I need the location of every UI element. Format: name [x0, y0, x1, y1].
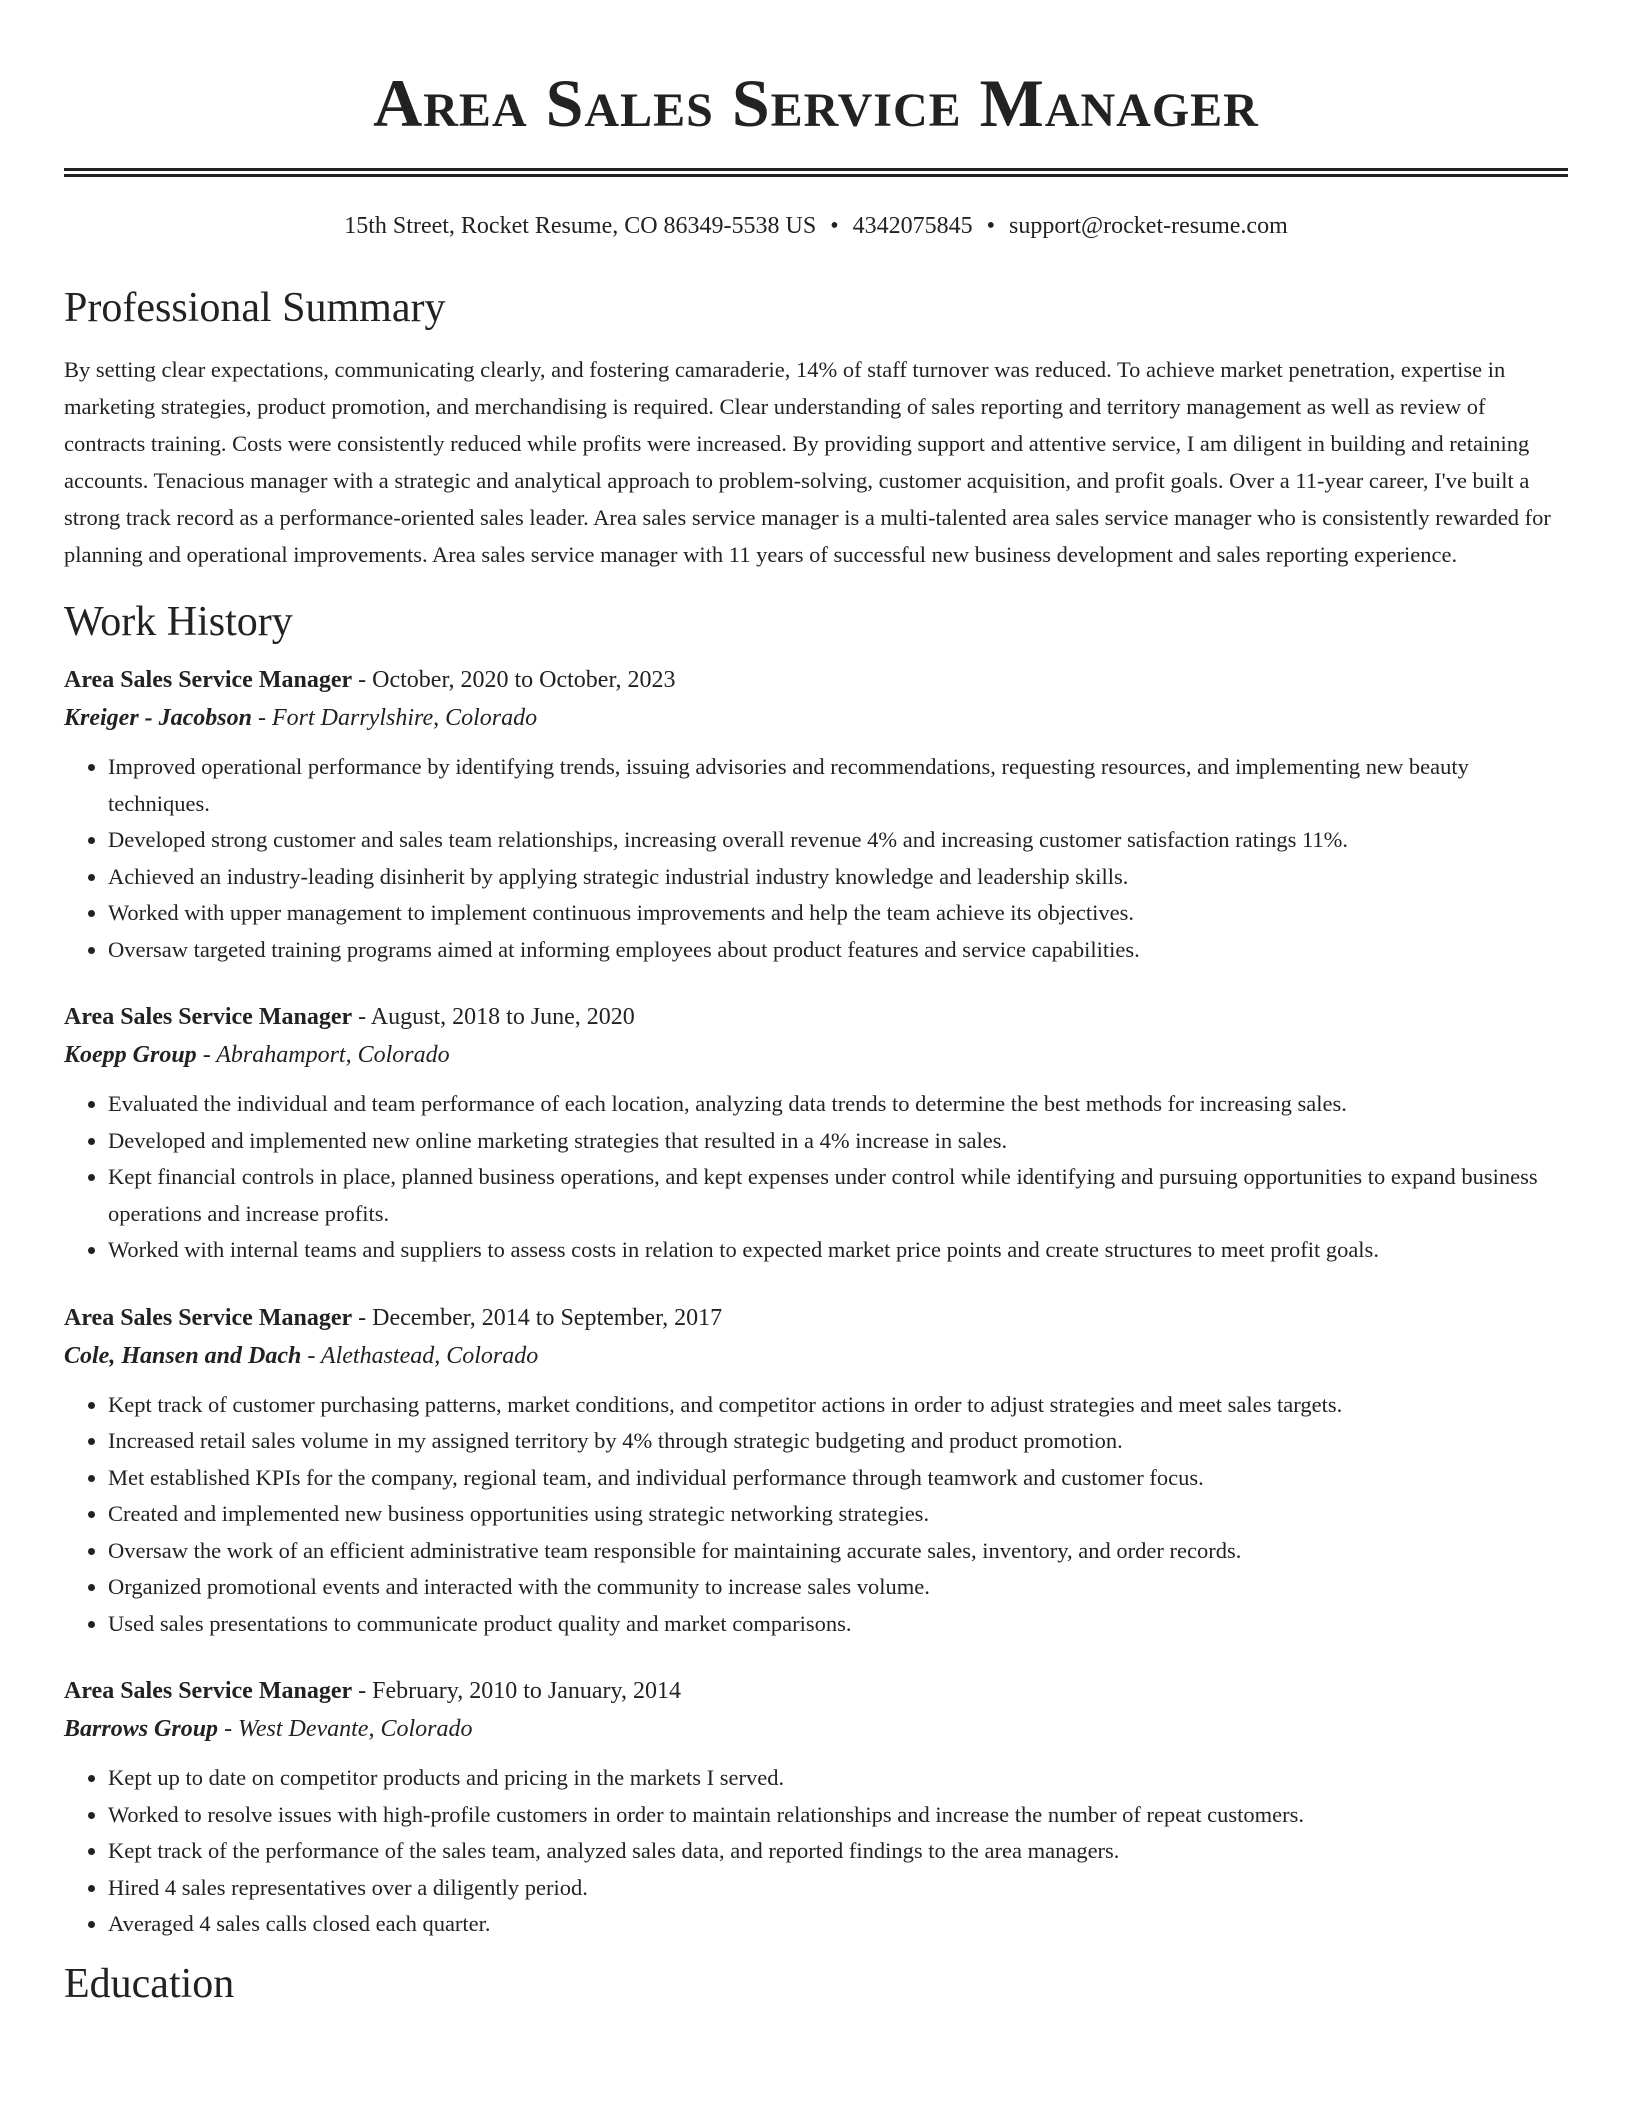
list-item: • Increased retail sales volume in my assigned territory by 4% through strategic budgeting and product promotion. [108, 1423, 1568, 1460]
list-item: • Worked with upper management to implement continuous improvements and help the team achieve its objectives. [108, 895, 1568, 932]
contact-address: 15th Street, Rocket Resume, CO 86349-5538 US [344, 213, 817, 239]
summary-heading: Professional Summary [64, 285, 446, 331]
list-item: • Hired 4 sales representatives over a diligently period. [108, 1870, 1568, 1907]
contact-email: support@rocket-resume.com [1009, 213, 1288, 239]
list-item: • Used sales presentations to communicate product quality and market comparisons. [108, 1606, 1568, 1643]
education-heading: Education [64, 1960, 235, 2007]
list-item: • Kept track of customer purchasing patterns, market conditions, and competitor actions in order to adjust strategies and meet sales targets. [108, 1387, 1568, 1424]
job-title: Area Sales Service Manager [64, 667, 353, 693]
job-company: Barrows Group [64, 1716, 219, 1742]
job-company: Kreiger - Jacobson [64, 705, 252, 731]
job-entry [64, 998, 1568, 1269]
job-entry [64, 661, 1568, 968]
list-item: • Averaged 4 sales calls closed each quarter. [108, 1906, 1568, 1943]
job-company-line [64, 1036, 1568, 1074]
job-company: Cole, Hansen and Dach [64, 1342, 302, 1369]
job-bullets [64, 749, 1568, 968]
job-header [64, 1672, 1568, 1710]
contact-phone: 4342075845 [852, 213, 973, 239]
list-item: • Developed strong customer and sales team relationships, increasing overall revenue 4% and increasing customer satisfaction ratings 11%. [108, 822, 1568, 859]
resume-title: Area Sales Service Manager [373, 65, 1259, 141]
list-item: • Improved operational performance by identifying trends, issuing advisories and recommendations, requesting resources, and implementing new beauty techniques. [108, 749, 1568, 822]
job-dates: - August, 2018 to June, 2020 [352, 1004, 635, 1030]
job-bullets [64, 1387, 1568, 1643]
job-title: Area Sales Service Manager [64, 1304, 353, 1331]
job-location: - West Devante, Colorado [218, 1716, 473, 1742]
contact-separator: • [830, 213, 839, 239]
list-item: • Oversaw targeted training programs aimed at informing employees about product features and service capabilities. [108, 932, 1568, 969]
list-item: • Developed and implemented new online marketing strategies that resulted in a 4% increase in sales. [108, 1123, 1568, 1160]
list-item: • Kept financial controls in place, planned business operations, and kept expenses under control while identifying and pursuing opportunities to expand business operations and increase profits. [108, 1159, 1568, 1232]
job-header [64, 1299, 1568, 1337]
job-dates: - October, 2020 to October, 2023 [352, 667, 676, 693]
job-bullets [64, 1086, 1568, 1269]
work-history-heading: Work History [64, 599, 293, 645]
list-item: • Kept up to date on competitor products and pricing in the markets I served. [108, 1760, 1568, 1797]
list-item: • Met established KPIs for the company, regional team, and individual performance through teamwork and customer focus. [108, 1460, 1568, 1497]
job-header [64, 998, 1568, 1036]
job-company-line [64, 1337, 1568, 1375]
list-item: • Evaluated the individual and team performance of each location, analyzing data trends to determine the best methods for increasing sales. [108, 1086, 1568, 1123]
list-item: • Oversaw the work of an efficient administrative team responsible for maintaining accurate sales, inventory, and order records. [108, 1533, 1568, 1570]
job-company-line [64, 1710, 1568, 1748]
title-divider [64, 168, 1568, 177]
job-location: - Fort Darrylshire, Colorado [252, 705, 538, 731]
contact-separator: • [986, 213, 996, 239]
list-item: • Kept track of the performance of the sales team, analyzed sales data, and reported findings to the area managers. [108, 1833, 1568, 1870]
job-location: - Abrahamport, Colorado [196, 1042, 450, 1068]
list-item: • Organized promotional events and interacted with the community to increase sales volume. [108, 1569, 1568, 1606]
job-header [64, 661, 1568, 699]
job-title: Area Sales Service Manager [64, 1678, 353, 1704]
job-bullets [64, 1760, 1568, 1943]
job-dates: - February, 2010 to January, 2014 [352, 1678, 681, 1704]
job-title: Area Sales Service Manager [64, 1004, 353, 1030]
job-company-line [64, 699, 1568, 737]
list-item: • Achieved an industry-leading disinherit by applying strategic industrial industry knowledge and leadership skills. [108, 859, 1568, 896]
contact-line [64, 211, 1568, 241]
job-entry [64, 1299, 1568, 1643]
job-company: Koepp Group [64, 1042, 197, 1068]
summary-text: By setting clear expectations, communicating clearly, and fostering camaraderie, 14% of staff turnover was reduced. To achieve market penetration, expertise in marketing strategies, product promotion, and merchandising is required. Clear understanding of sales reporting and territory management as well as review of contracts training. Costs were consistently reduced while profits were increased. By providing support and attentive service, I am diligent in building and retaining accounts. Tenacious manager with a strategic and analytical approach to problem-solving, customer acquisition, and profit goals. Over a 11-year career, I've built a strong track record as a performance-oriented sales leader. Area sales service manager is a multi-talented area sales service manager who is consistently rewarded for planning and operational improvements. Area sales service manager with 11 years of successful new business development and sales reporting experience. [64, 357, 1551, 567]
job-entry [64, 1672, 1568, 1943]
job-location: - Alethastead, Colorado [301, 1342, 539, 1369]
list-item: • Worked to resolve issues with high-profile customers in order to maintain relationships and increase the number of repeat customers. [108, 1797, 1568, 1834]
list-item: • Created and implemented new business opportunities using strategic networking strategies. [108, 1496, 1568, 1533]
list-item: • Worked with internal teams and suppliers to assess costs in relation to expected market price points and create structures to meet profit goals. [108, 1232, 1568, 1269]
job-dates: - December, 2014 to September, 2017 [352, 1304, 723, 1331]
